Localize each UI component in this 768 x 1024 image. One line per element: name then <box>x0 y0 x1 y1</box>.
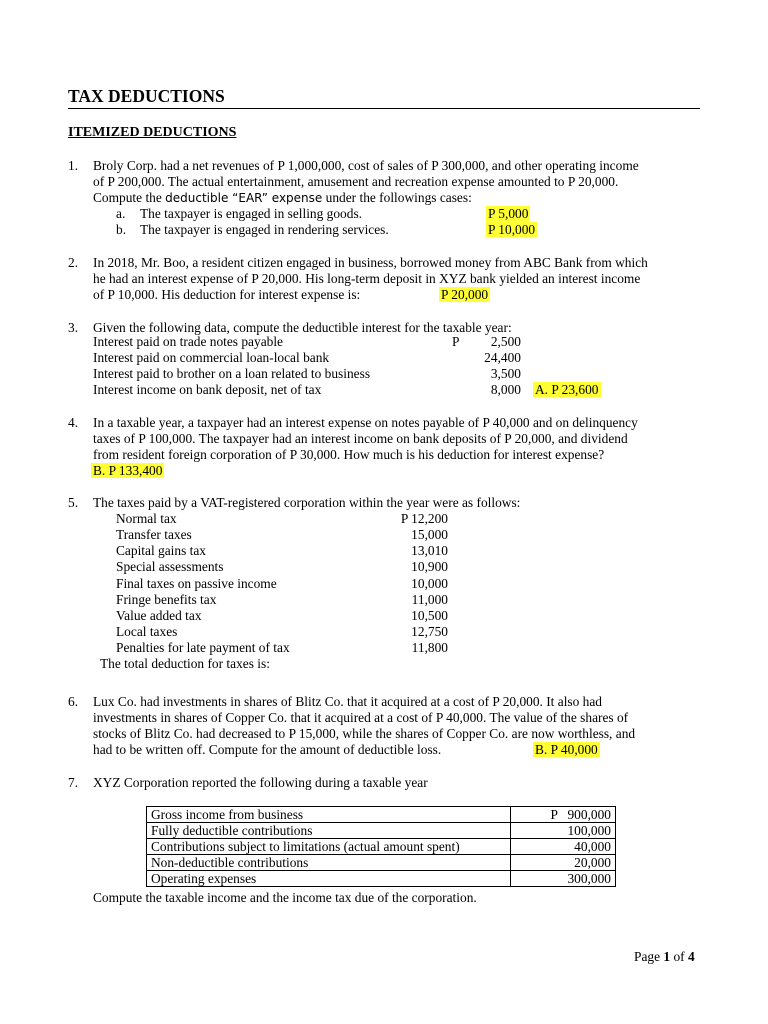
question-text: from resident foreign corporation of P 30,000. How much is his deduction for interest expense? <box>93 447 605 462</box>
page-title: TAX DEDUCTIONS <box>68 86 225 106</box>
tax-value: 10,900 <box>411 559 448 574</box>
tax-label: Value added tax <box>116 608 202 623</box>
tax-value: P 12,200 <box>400 511 448 526</box>
question-number: 2. <box>68 255 79 270</box>
answer-highlight: P 20,000 <box>441 287 489 302</box>
table-cell-value: 300,000 <box>511 871 616 887</box>
question-text: Compute the deductible “EAR” expense under the followings cases: <box>93 190 472 205</box>
table-cell-value: P 900,000 <box>511 807 616 823</box>
tax-label: Final taxes on passive income <box>116 576 277 591</box>
question-number: 4. <box>68 415 79 430</box>
data-row-value: 2,500 <box>490 334 521 349</box>
question-text: of P 200,000. The actual entertainment, amusement and recreation expense amounted to P 20,000. <box>93 174 619 189</box>
tax-value: 11,800 <box>411 640 448 655</box>
title-rule <box>68 108 700 109</box>
question-text: Given the following data, compute the deductible interest for the taxable year: <box>93 320 512 335</box>
question-text: of P 10,000. His deduction for interest expense is: <box>93 287 361 302</box>
question-text: investments in shares of Copper Co. that it acquired at a cost of P 40,000. The value of the shares of <box>93 710 629 725</box>
table-row <box>147 807 616 823</box>
table-cell-value: 40,000 <box>511 839 616 855</box>
table-cell-label: Contributions subject to limitations (actual amount spent) <box>147 839 511 855</box>
section-heading: ITEMIZED DEDUCTIONS <box>68 125 237 140</box>
answer-highlight: A. P 23,600 <box>535 382 599 397</box>
tax-label: Transfer taxes <box>116 527 192 542</box>
table-cell-value: 100,000 <box>511 823 616 839</box>
question-number: 1. <box>68 158 79 173</box>
question-text: XYZ Corporation reported the following during a taxable year <box>93 775 428 790</box>
table-cell-label: Non-deductible contributions <box>147 855 511 871</box>
table-row <box>147 855 616 871</box>
data-row-label: Interest paid on trade notes payable <box>93 334 283 349</box>
table-cell-label: Operating expenses <box>147 871 511 887</box>
data-row-prefix: P <box>452 334 460 349</box>
data-row-value: 8,000 <box>490 382 521 397</box>
tax-value: 10,000 <box>411 576 448 591</box>
tax-value: 13,010 <box>411 543 448 558</box>
tax-value: 11,000 <box>411 592 448 607</box>
option-text: The taxpayer is engaged in rendering services. <box>140 222 389 237</box>
question-text: In a taxable year, a taxpayer had an interest expense on notes payable of P 40,000 and on delinquency <box>93 415 638 430</box>
question-number: 6. <box>68 694 79 709</box>
question-text: he had an interest expense of P 20,000. His long-term deposit in XYZ bank yielded an interest income <box>93 271 641 286</box>
option-label: b. <box>116 222 127 237</box>
table-cell-value: 20,000 <box>511 855 616 871</box>
tax-label: Local taxes <box>116 624 178 639</box>
question-number: 7. <box>68 775 79 790</box>
question-text: The taxes paid by a VAT-registered corporation within the year were as follows: <box>93 495 521 510</box>
tax-label: Capital gains tax <box>116 543 206 558</box>
question-text: Lux Co. had investments in shares of Blitz Co. that it acquired at a cost of P 20,000. It also had <box>93 694 603 709</box>
tax-value: 12,750 <box>411 624 448 639</box>
answer-highlight: P 10,000 <box>488 222 536 237</box>
data-row-label: Interest income on bank deposit, net of tax <box>93 382 322 397</box>
question-number: 3. <box>68 320 79 335</box>
page-footer: Page 1 of 4 <box>634 949 695 964</box>
data-row-value: 3,500 <box>490 366 521 381</box>
tax-label: Penalties for late payment of tax <box>116 640 290 655</box>
income-table <box>146 806 616 887</box>
tax-value: 10,500 <box>411 608 448 623</box>
question-text: The total deduction for taxes is: <box>100 656 270 671</box>
answer-highlight: P 5,000 <box>488 206 529 221</box>
data-row-label: Interest paid to brother on a loan related to business <box>93 366 371 381</box>
tax-label: Normal tax <box>116 511 177 526</box>
answer-highlight: B. P 133,400 <box>93 463 163 478</box>
question-text: stocks of Blitz Co. had decreased to P 15,000, while the shares of Copper Co. are now worthless, and <box>93 726 636 741</box>
tax-label: Fringe benefits tax <box>116 592 217 607</box>
data-row-label: Interest paid on commercial loan-local bank <box>93 350 330 365</box>
question-text: taxes of P 100,000. The taxpayer had an interest income on bank deposits of P 20,000, and dividend <box>93 431 628 446</box>
table-cell-label: Fully deductible contributions <box>147 823 511 839</box>
table-cell-label: Gross income from business <box>147 807 511 823</box>
table-row <box>147 839 616 855</box>
question-number: 5. <box>68 495 79 510</box>
question-text: In 2018, Mr. Boo, a resident citizen engaged in business, borrowed money from ABC Bank from which <box>93 255 648 270</box>
option-label: a. <box>116 206 126 221</box>
table-row <box>147 871 616 887</box>
answer-highlight: B. P 40,000 <box>535 742 598 757</box>
tax-value: 15,000 <box>411 527 448 542</box>
question-text: Compute the taxable income and the income tax due of the corporation. <box>93 890 477 905</box>
data-row-value: 24,400 <box>484 350 521 365</box>
question-text: Broly Corp. had a net revenues of P 1,000,000, cost of sales of P 300,000, and other operating income <box>93 158 639 173</box>
table-row <box>147 823 616 839</box>
option-text: The taxpayer is engaged in selling goods. <box>140 206 363 221</box>
tax-label: Special assessments <box>116 559 224 574</box>
question-text: had to be written off. Compute for the amount of deductible loss. <box>93 742 442 757</box>
